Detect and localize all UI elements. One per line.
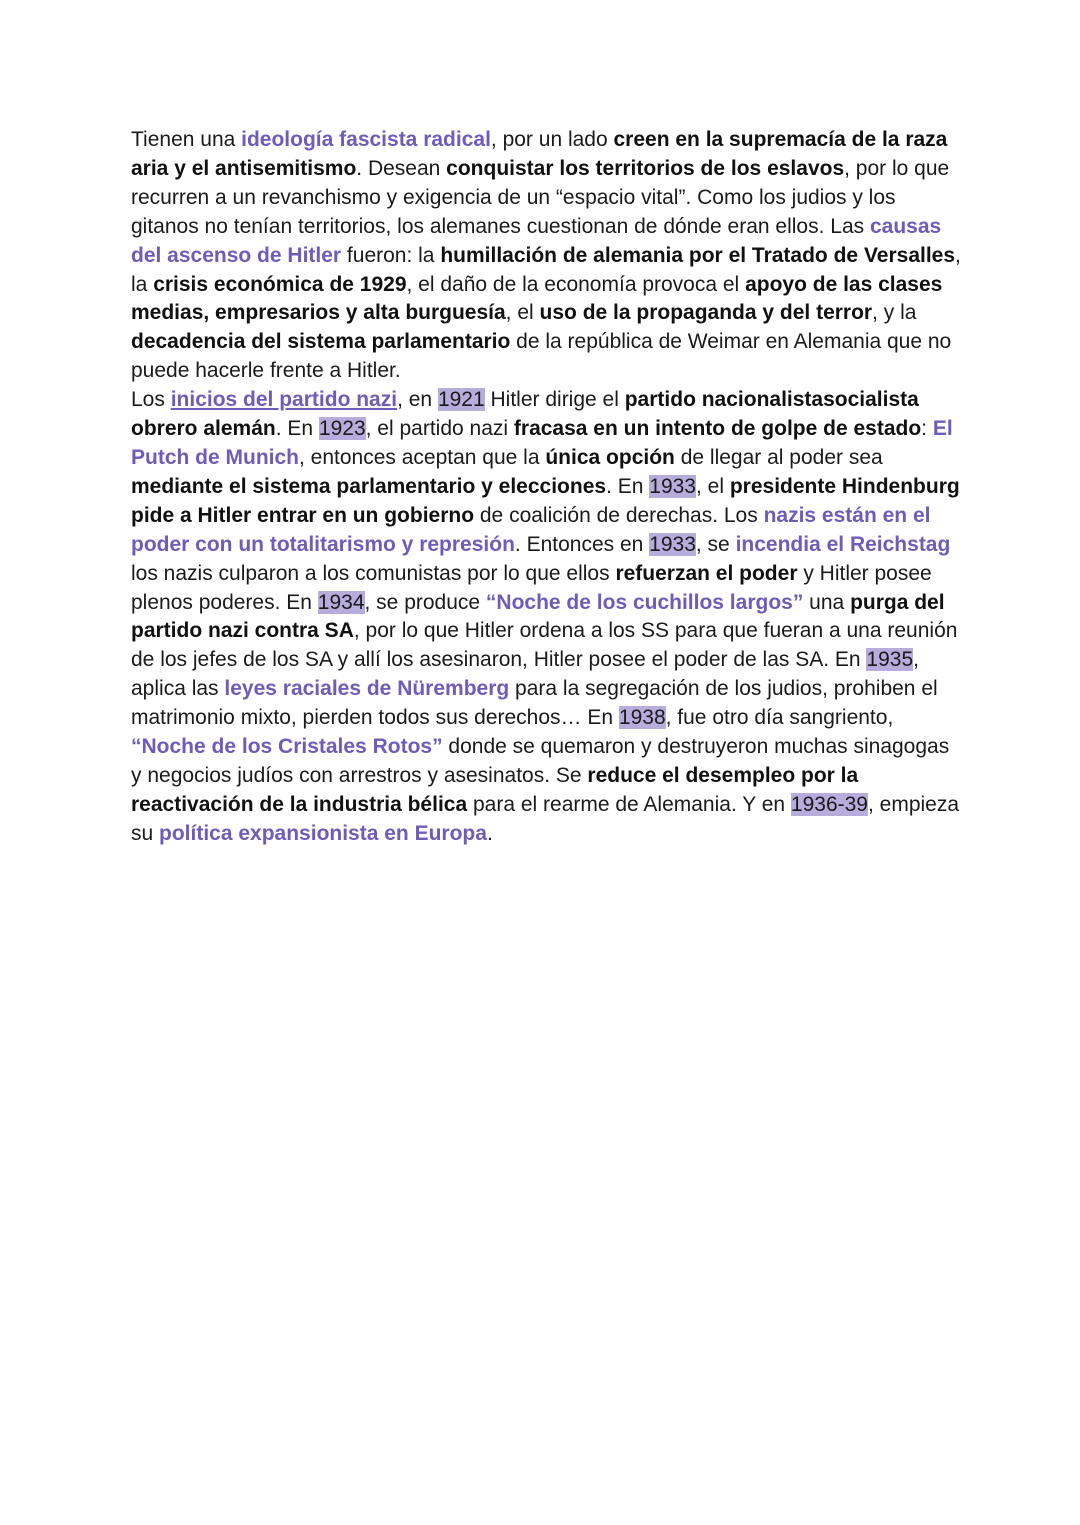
keyword-phrase: leyes raciales de Nüremberg xyxy=(224,677,510,701)
text-run: una xyxy=(803,590,851,614)
text-run: , se xyxy=(695,532,736,556)
text-run: , y la xyxy=(872,301,917,325)
bold-phrase: mediante el sistema parlamentario y elecciones xyxy=(131,474,607,498)
keyword-phrase: causas del ascenso de Hitler xyxy=(131,214,942,267)
text-run: , empieza su xyxy=(131,792,960,845)
date-highlight: 1934 xyxy=(317,590,365,614)
text-run: , por un lado xyxy=(490,128,614,151)
date-highlight: 1923 xyxy=(318,417,366,441)
text-run: . Desean xyxy=(356,156,447,180)
keyword-phrase: El Putch de Munich xyxy=(131,417,953,469)
text-run: , el partido nazi xyxy=(365,417,514,441)
text-run: , se produce xyxy=(364,590,486,614)
text-run: , por lo que recurren a un revanchismo y exigencia de un “espacio vital”. Como los judios y los gitanos no tenían territorios, los alemanes cuestionan de dónde eran ellos. Las xyxy=(131,156,950,238)
document-page xyxy=(131,126,961,849)
text-run: donde se quemaron y destruyeron muchas sinagogas y negocios judíos con arrestros y asesinatos. Se xyxy=(131,735,950,787)
text-run: , aplica las xyxy=(131,648,919,701)
keyword-phrase: política expansionista en Europa xyxy=(159,821,487,845)
text-run: . Entonces en xyxy=(514,532,650,556)
keyword-phrase: “Noche de los cuchillos largos” xyxy=(485,590,804,614)
keyword-phrase: ideología fascista radical xyxy=(241,128,491,151)
text-run: : xyxy=(921,417,933,441)
text-run: , por lo que Hitler ordena a los SS para que fueran a una reunión de los jefes de los SA y allí los asesinaron, Hitler posee el poder de las SA. En xyxy=(131,619,958,672)
text-run: Los xyxy=(131,388,171,412)
text-run: , el xyxy=(695,474,730,498)
text-run: , el xyxy=(505,301,540,325)
bold-phrase: apoyo de las clases medias, empresarios y alta burguesía xyxy=(131,272,943,325)
text-run: , fue otro día sangriento, xyxy=(665,706,894,730)
text-run: . xyxy=(486,821,493,845)
text-run: Hitler dirige el xyxy=(484,388,625,412)
date-highlight: 1935 xyxy=(866,648,914,672)
date-highlight: 1933 xyxy=(649,532,696,556)
text-run: los nazis culparon a los comunistas por lo que ellos xyxy=(131,561,616,585)
bold-phrase: humillación de alemania por el Tratado de Versalles xyxy=(440,243,956,267)
text-run: y Hitler posee plenos poderes. En xyxy=(131,561,932,614)
text-run: fueron: la xyxy=(341,243,441,267)
bold-phrase: crisis económica de 1929 xyxy=(153,272,407,296)
keyword-phrase: nazis están en el poder con un totalitarismo y represión xyxy=(131,503,931,556)
underlined-keyword-link[interactable]: inicios del partido nazi xyxy=(170,388,398,412)
bold-phrase: conquistar los territorios de los eslavos xyxy=(446,156,845,180)
bold-phrase: presidente Hindenburg pide a Hitler entrar en un gobierno xyxy=(131,474,960,527)
text-run: para la segregación de los judios, prohiben el matrimonio mixto, pierden todos sus derechos… En xyxy=(131,677,938,730)
bold-phrase: única opción xyxy=(545,445,675,469)
bold-phrase: creen en la supremacía de la raza aria y el antisemitismo xyxy=(131,128,948,180)
text-run: Tienen una xyxy=(131,128,242,151)
paragraph-ideologia xyxy=(131,126,961,386)
text-run: , el daño de la economía provoca el xyxy=(406,272,746,296)
text-run: . En xyxy=(606,474,650,498)
bold-phrase: uso de la propaganda y del terror xyxy=(539,301,873,325)
date-highlight: 1933 xyxy=(649,474,696,498)
keyword-phrase: incendia el Reichstag xyxy=(735,532,951,556)
text-run: para el rearme de Alemania. Y en xyxy=(467,792,791,816)
keyword-phrase: “Noche de los Cristales Rotos” xyxy=(131,735,443,759)
text-run: , la xyxy=(131,243,961,296)
text-run: de llegar al poder sea xyxy=(674,445,883,469)
date-highlight: 1936-39 xyxy=(790,792,868,816)
text-run: . En xyxy=(275,417,319,441)
date-highlight: 1938 xyxy=(618,706,666,730)
text-run: de coalición de derechas. Los xyxy=(474,503,764,527)
bold-phrase: refuerzan el poder xyxy=(615,561,798,585)
bold-phrase: reduce el desempleo por la reactivación de la industria bélica xyxy=(131,763,859,816)
bold-phrase: purga del partido nazi contra SA xyxy=(131,590,945,643)
bold-phrase: partido nacionalistasocialista obrero alemán xyxy=(131,388,919,441)
bold-phrase: fracasa en un intento de golpe de estado xyxy=(513,417,922,441)
text-run: de la república de Weimar en Alemania que no puede hacerle frente a Hitler. xyxy=(131,330,952,383)
bold-phrase: decadencia del sistema parlamentario xyxy=(131,330,511,354)
text-run: , en xyxy=(397,388,438,412)
paragraph-partido-nazi xyxy=(131,386,961,849)
date-highlight: 1921 xyxy=(437,388,485,412)
text-run: , entonces aceptan que la xyxy=(299,445,546,469)
